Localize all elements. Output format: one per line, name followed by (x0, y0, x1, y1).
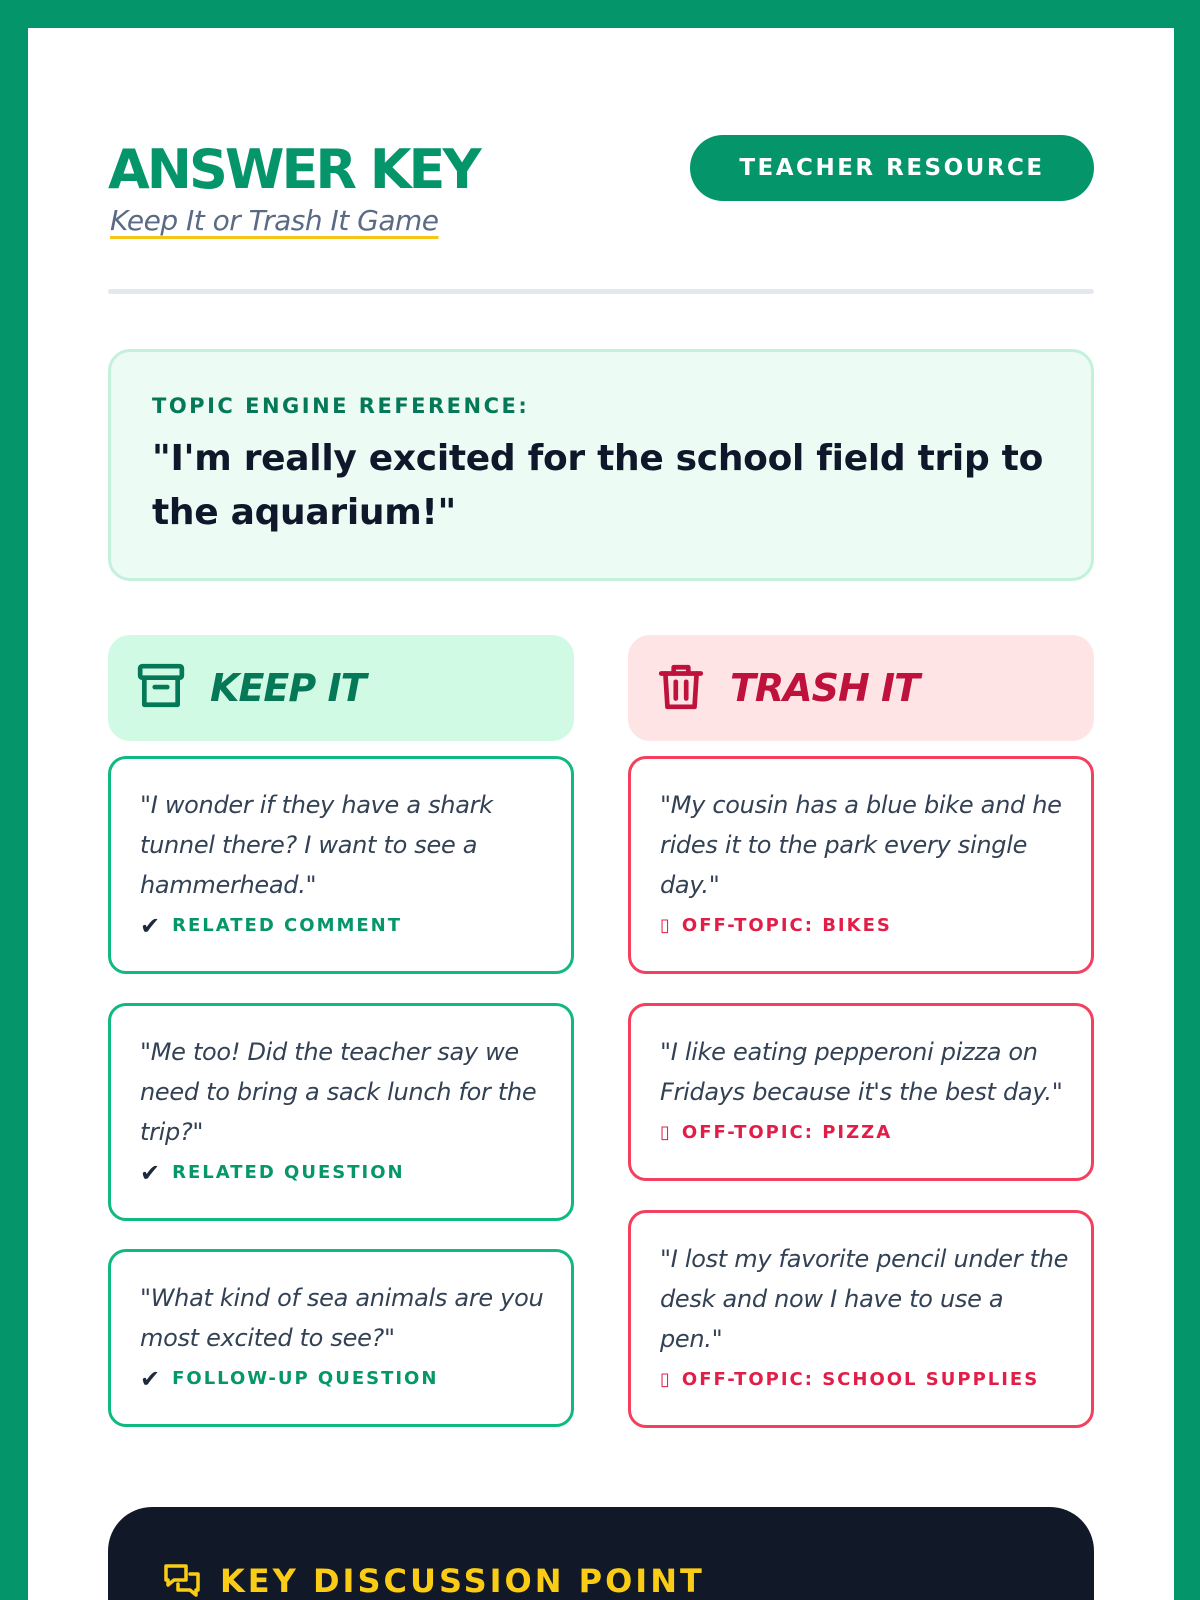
card-tag (140, 1158, 551, 1188)
trash-card (628, 1210, 1094, 1428)
card-quote: "My cousin has a blue bike and he rides it to the park every single day." (660, 791, 1062, 899)
card-quote: "I wonder if they have a shark tunnel there? I want to see a hammerhead." (140, 791, 493, 899)
trash-card (628, 756, 1094, 974)
trash-it-label: TRASH IT (730, 666, 920, 710)
archive-box-icon (136, 661, 186, 715)
key-discussion-title: KEY DISCUSSION POINT (220, 1562, 705, 1600)
chat-bubbles-icon (162, 1559, 202, 1600)
card-tag-text: RELATED COMMENT (172, 915, 403, 936)
check-icon: ✔ (140, 1365, 163, 1393)
topic-label: TOPIC ENGINE REFERENCE: (152, 394, 530, 418)
topic-reference-box (108, 349, 1094, 581)
keep-it-header (108, 635, 574, 741)
card-tag-text: OFF-TOPIC: PIZZA (681, 1122, 893, 1143)
keep-it-label: KEEP IT (210, 666, 366, 710)
header-divider (108, 289, 1094, 294)
card-tag-text: FOLLOW-UP QUESTION (172, 1368, 439, 1389)
page-title: ANSWER KEY (108, 138, 479, 201)
missing-glyph-icon: ▯ (660, 1369, 672, 1390)
card-quote: "Me too! Did the teacher say we need to bring a sack lunch for the trip?" (140, 1038, 537, 1146)
trash-it-header (628, 635, 1094, 741)
keep-card (108, 756, 574, 974)
card-tag (140, 1364, 551, 1394)
keep-card (108, 1003, 574, 1221)
missing-glyph-icon: ▯ (660, 1122, 672, 1143)
page-subtitle: Keep It or Trash It Game (110, 204, 439, 237)
header (108, 138, 1094, 242)
trash-card (628, 1003, 1094, 1181)
card-quote: "What kind of sea animals are you most excited to see?" (140, 1284, 544, 1352)
card-tag-text: OFF-TOPIC: SCHOOL SUPPLIES (681, 1369, 1040, 1390)
missing-glyph-icon: ▯ (660, 915, 672, 936)
card-quote: "I like eating pepperoni pizza on Fridays because it's the best day." (660, 1038, 1063, 1106)
trash-can-icon (656, 661, 706, 715)
card-tag-text: OFF-TOPIC: BIKES (681, 915, 892, 936)
teacher-resource-badge: TEACHER RESOURCE (690, 135, 1094, 201)
card-quote: "I lost my favorite pencil under the desk and now I have to use a pen." (660, 1245, 1069, 1353)
card-tag (660, 1118, 1071, 1148)
check-icon: ✔ (140, 912, 163, 940)
check-icon: ✔ (140, 1159, 163, 1187)
answer-key-sheet (28, 28, 1174, 1600)
card-tag (660, 1365, 1071, 1395)
card-tag (660, 911, 1071, 941)
key-discussion-panel (108, 1507, 1094, 1600)
topic-quote: "I'm really excited for the school field trip to the aquarium!" (152, 438, 1044, 533)
card-tag (140, 911, 551, 941)
card-tag-text: RELATED QUESTION (172, 1162, 405, 1183)
keep-card (108, 1249, 574, 1427)
